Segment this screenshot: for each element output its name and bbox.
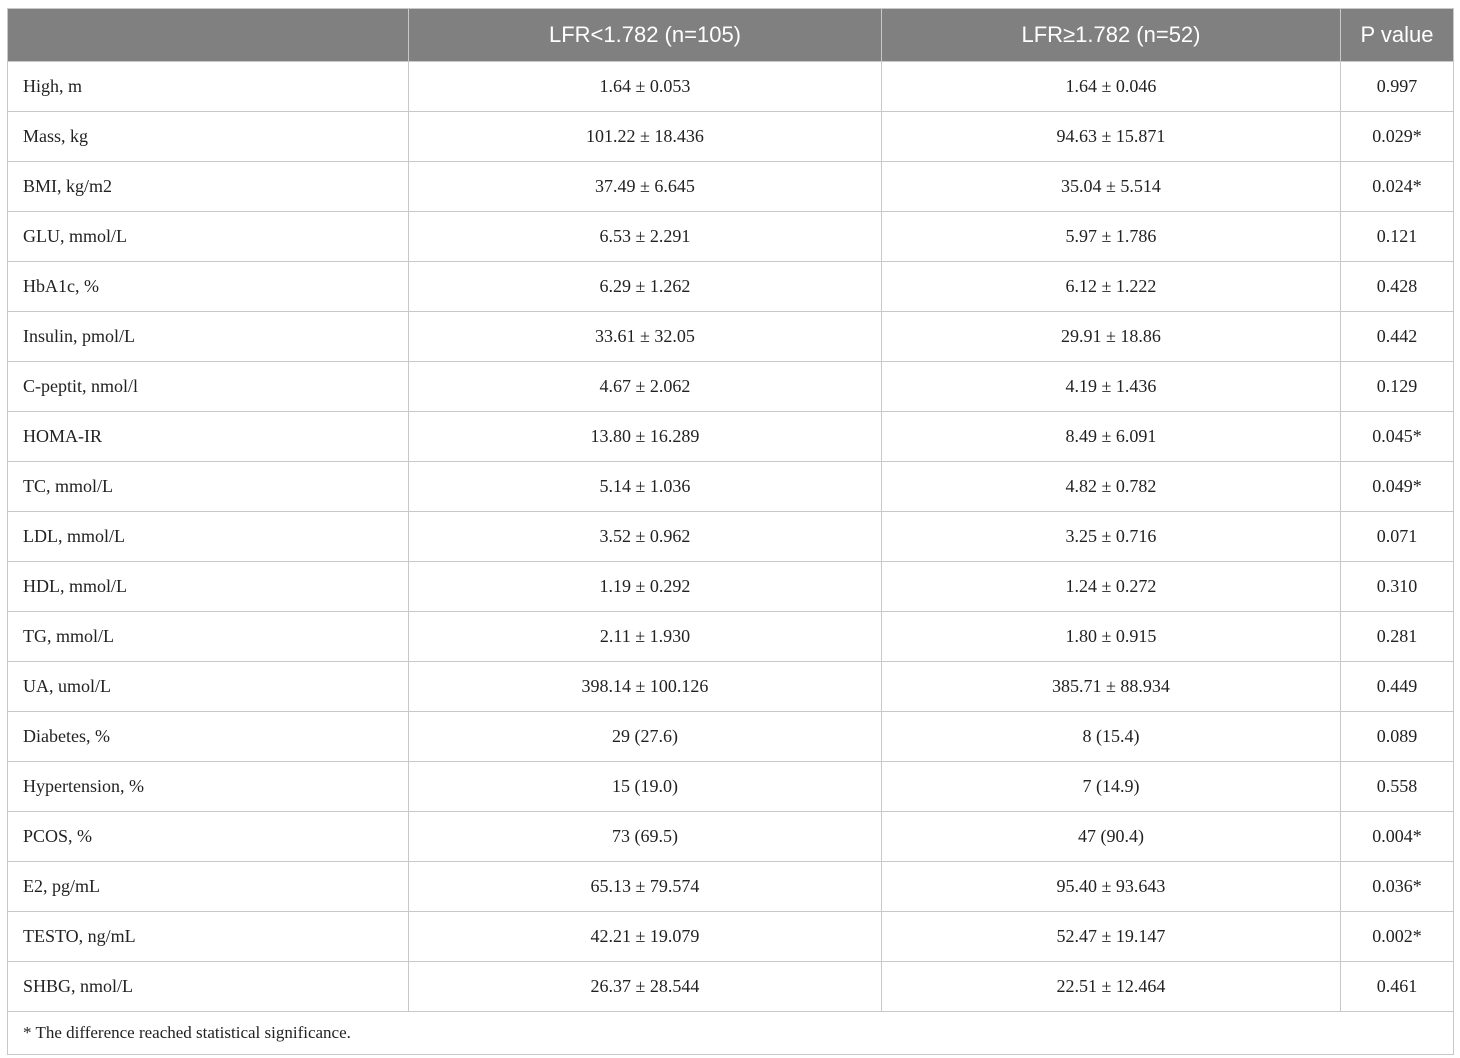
variable-cell: HbA1c, % <box>8 262 409 312</box>
p-value-cell: 0.461 <box>1341 962 1454 1012</box>
p-value-cell: 0.029* <box>1341 112 1454 162</box>
high-lfr-cell: 29.91 ± 18.86 <box>882 312 1341 362</box>
low-lfr-cell: 3.52 ± 0.962 <box>409 512 882 562</box>
table-header <box>8 9 1454 62</box>
footnote-row <box>8 1012 1454 1055</box>
high-lfr-cell: 7 (14.9) <box>882 762 1341 812</box>
high-lfr-cell: 4.82 ± 0.782 <box>882 462 1341 512</box>
variable-cell: TC, mmol/L <box>8 462 409 512</box>
high-lfr-cell: 8.49 ± 6.091 <box>882 412 1341 462</box>
p-value-cell: 0.049* <box>1341 462 1454 512</box>
table-row <box>8 162 1454 212</box>
header-cell-low-lfr: LFR<1.782 (n=105) <box>409 9 882 62</box>
header-row <box>8 9 1454 62</box>
table-row <box>8 812 1454 862</box>
p-value-cell: 0.036* <box>1341 862 1454 912</box>
low-lfr-cell: 13.80 ± 16.289 <box>409 412 882 462</box>
table-row <box>8 362 1454 412</box>
low-lfr-cell: 15 (19.0) <box>409 762 882 812</box>
low-lfr-cell: 2.11 ± 1.930 <box>409 612 882 662</box>
p-value-cell: 0.558 <box>1341 762 1454 812</box>
high-lfr-cell: 95.40 ± 93.643 <box>882 862 1341 912</box>
variable-cell: TESTO, ng/mL <box>8 912 409 962</box>
high-lfr-cell: 1.24 ± 0.272 <box>882 562 1341 612</box>
low-lfr-cell: 73 (69.5) <box>409 812 882 862</box>
low-lfr-cell: 101.22 ± 18.436 <box>409 112 882 162</box>
high-lfr-cell: 94.63 ± 15.871 <box>882 112 1341 162</box>
variable-cell: TG, mmol/L <box>8 612 409 662</box>
table-row <box>8 712 1454 762</box>
variable-cell: UA, umol/L <box>8 662 409 712</box>
low-lfr-cell: 29 (27.6) <box>409 712 882 762</box>
p-value-cell: 0.428 <box>1341 262 1454 312</box>
low-lfr-cell: 42.21 ± 19.079 <box>409 912 882 962</box>
p-value-cell: 0.281 <box>1341 612 1454 662</box>
variable-cell: LDL, mmol/L <box>8 512 409 562</box>
table-row <box>8 862 1454 912</box>
low-lfr-cell: 33.61 ± 32.05 <box>409 312 882 362</box>
high-lfr-cell: 1.80 ± 0.915 <box>882 612 1341 662</box>
variable-cell: SHBG, nmol/L <box>8 962 409 1012</box>
variable-cell: BMI, kg/m2 <box>8 162 409 212</box>
high-lfr-cell: 4.19 ± 1.436 <box>882 362 1341 412</box>
high-lfr-cell: 6.12 ± 1.222 <box>882 262 1341 312</box>
high-lfr-cell: 35.04 ± 5.514 <box>882 162 1341 212</box>
low-lfr-cell: 26.37 ± 28.544 <box>409 962 882 1012</box>
variable-cell: HOMA-IR <box>8 412 409 462</box>
table-row <box>8 112 1454 162</box>
high-lfr-cell: 47 (90.4) <box>882 812 1341 862</box>
p-value-cell: 0.002* <box>1341 912 1454 962</box>
table-row <box>8 912 1454 962</box>
variable-cell: Insulin, pmol/L <box>8 312 409 362</box>
table-row <box>8 512 1454 562</box>
variable-cell: C-peptit, nmol/l <box>8 362 409 412</box>
low-lfr-cell: 65.13 ± 79.574 <box>409 862 882 912</box>
low-lfr-cell: 4.67 ± 2.062 <box>409 362 882 412</box>
variable-cell: High, m <box>8 62 409 112</box>
p-value-cell: 0.449 <box>1341 662 1454 712</box>
high-lfr-cell: 8 (15.4) <box>882 712 1341 762</box>
high-lfr-cell: 52.47 ± 19.147 <box>882 912 1341 962</box>
low-lfr-cell: 398.14 ± 100.126 <box>409 662 882 712</box>
table-row <box>8 762 1454 812</box>
table-row <box>8 462 1454 512</box>
table-row <box>8 962 1454 1012</box>
header-cell-variable <box>8 9 409 62</box>
high-lfr-cell: 3.25 ± 0.716 <box>882 512 1341 562</box>
comparison-table <box>7 8 1454 1055</box>
low-lfr-cell: 1.64 ± 0.053 <box>409 62 882 112</box>
table-row <box>8 562 1454 612</box>
low-lfr-cell: 6.29 ± 1.262 <box>409 262 882 312</box>
p-value-cell: 0.442 <box>1341 312 1454 362</box>
high-lfr-cell: 5.97 ± 1.786 <box>882 212 1341 262</box>
variable-cell: GLU, mmol/L <box>8 212 409 262</box>
high-lfr-cell: 385.71 ± 88.934 <box>882 662 1341 712</box>
variable-cell: E2, pg/mL <box>8 862 409 912</box>
low-lfr-cell: 37.49 ± 6.645 <box>409 162 882 212</box>
variable-cell: Mass, kg <box>8 112 409 162</box>
p-value-cell: 0.997 <box>1341 62 1454 112</box>
header-cell-p-value: P value <box>1341 9 1454 62</box>
table-row <box>8 662 1454 712</box>
data-table-container <box>7 8 1453 1055</box>
table-row <box>8 312 1454 362</box>
variable-cell: HDL, mmol/L <box>8 562 409 612</box>
p-value-cell: 0.024* <box>1341 162 1454 212</box>
low-lfr-cell: 5.14 ± 1.036 <box>409 462 882 512</box>
table-row <box>8 262 1454 312</box>
table-row <box>8 212 1454 262</box>
high-lfr-cell: 22.51 ± 12.464 <box>882 962 1341 1012</box>
table-row <box>8 612 1454 662</box>
low-lfr-cell: 6.53 ± 2.291 <box>409 212 882 262</box>
p-value-cell: 0.071 <box>1341 512 1454 562</box>
high-lfr-cell: 1.64 ± 0.046 <box>882 62 1341 112</box>
variable-cell: Hypertension, % <box>8 762 409 812</box>
variable-cell: Diabetes, % <box>8 712 409 762</box>
p-value-cell: 0.310 <box>1341 562 1454 612</box>
p-value-cell: 0.089 <box>1341 712 1454 762</box>
p-value-cell: 0.129 <box>1341 362 1454 412</box>
footnote: * The difference reached statistical significance. <box>8 1012 1454 1055</box>
header-cell-high-lfr: LFR≥1.782 (n=52) <box>882 9 1341 62</box>
variable-cell: PCOS, % <box>8 812 409 862</box>
p-value-cell: 0.045* <box>1341 412 1454 462</box>
low-lfr-cell: 1.19 ± 0.292 <box>409 562 882 612</box>
table-row <box>8 62 1454 112</box>
p-value-cell: 0.004* <box>1341 812 1454 862</box>
table-body <box>8 62 1454 1012</box>
table-row <box>8 412 1454 462</box>
p-value-cell: 0.121 <box>1341 212 1454 262</box>
table-footer <box>8 1012 1454 1055</box>
